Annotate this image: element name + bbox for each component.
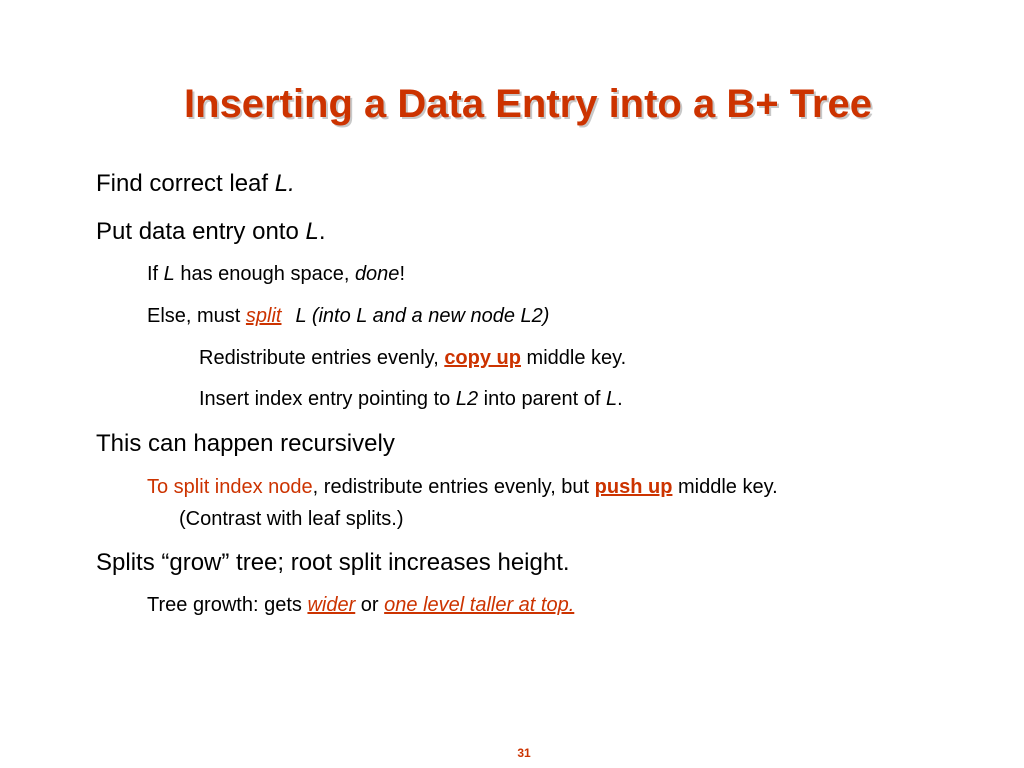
bullet-redistribute: Redistribute entries evenly, copy up middle key. bbox=[199, 347, 627, 369]
wider-link[interactable]: wider bbox=[307, 594, 356, 616]
bullet-insert-index: Insert index entry pointing to L2 into parent of L. bbox=[199, 388, 623, 410]
push-up-link[interactable]: push up bbox=[594, 476, 673, 498]
page-number: 31 bbox=[517, 746, 531, 760]
bullet-contrast-note: (Contrast with leaf splits.) bbox=[179, 508, 404, 530]
bullet-tree-growth: Tree growth: gets wider or one level taller at top. bbox=[147, 594, 575, 616]
slide-title: Inserting a Data Entry into a B+ Tree bbox=[184, 82, 872, 126]
bullet-recursive: This can happen recursively bbox=[96, 430, 395, 457]
split-link[interactable]: split bbox=[245, 305, 282, 327]
bullet-must-split: Else, must split L (into L and a new node L2) bbox=[147, 305, 550, 327]
copy-up-link[interactable]: copy up bbox=[444, 347, 521, 369]
bullet-grow-tree: Splits “grow” tree; root split increases height. bbox=[96, 549, 570, 576]
bullet-find-leaf: Find correct leaf L. bbox=[96, 170, 295, 197]
bullet-split-index: To split index node, redistribute entries evenly, but push up middle key. bbox=[147, 476, 778, 498]
bullet-put-entry: Put data entry onto L. bbox=[96, 218, 326, 245]
bullet-enough-space: If L has enough space, done! bbox=[147, 263, 405, 285]
taller-link[interactable]: one level taller at top. bbox=[384, 594, 575, 616]
